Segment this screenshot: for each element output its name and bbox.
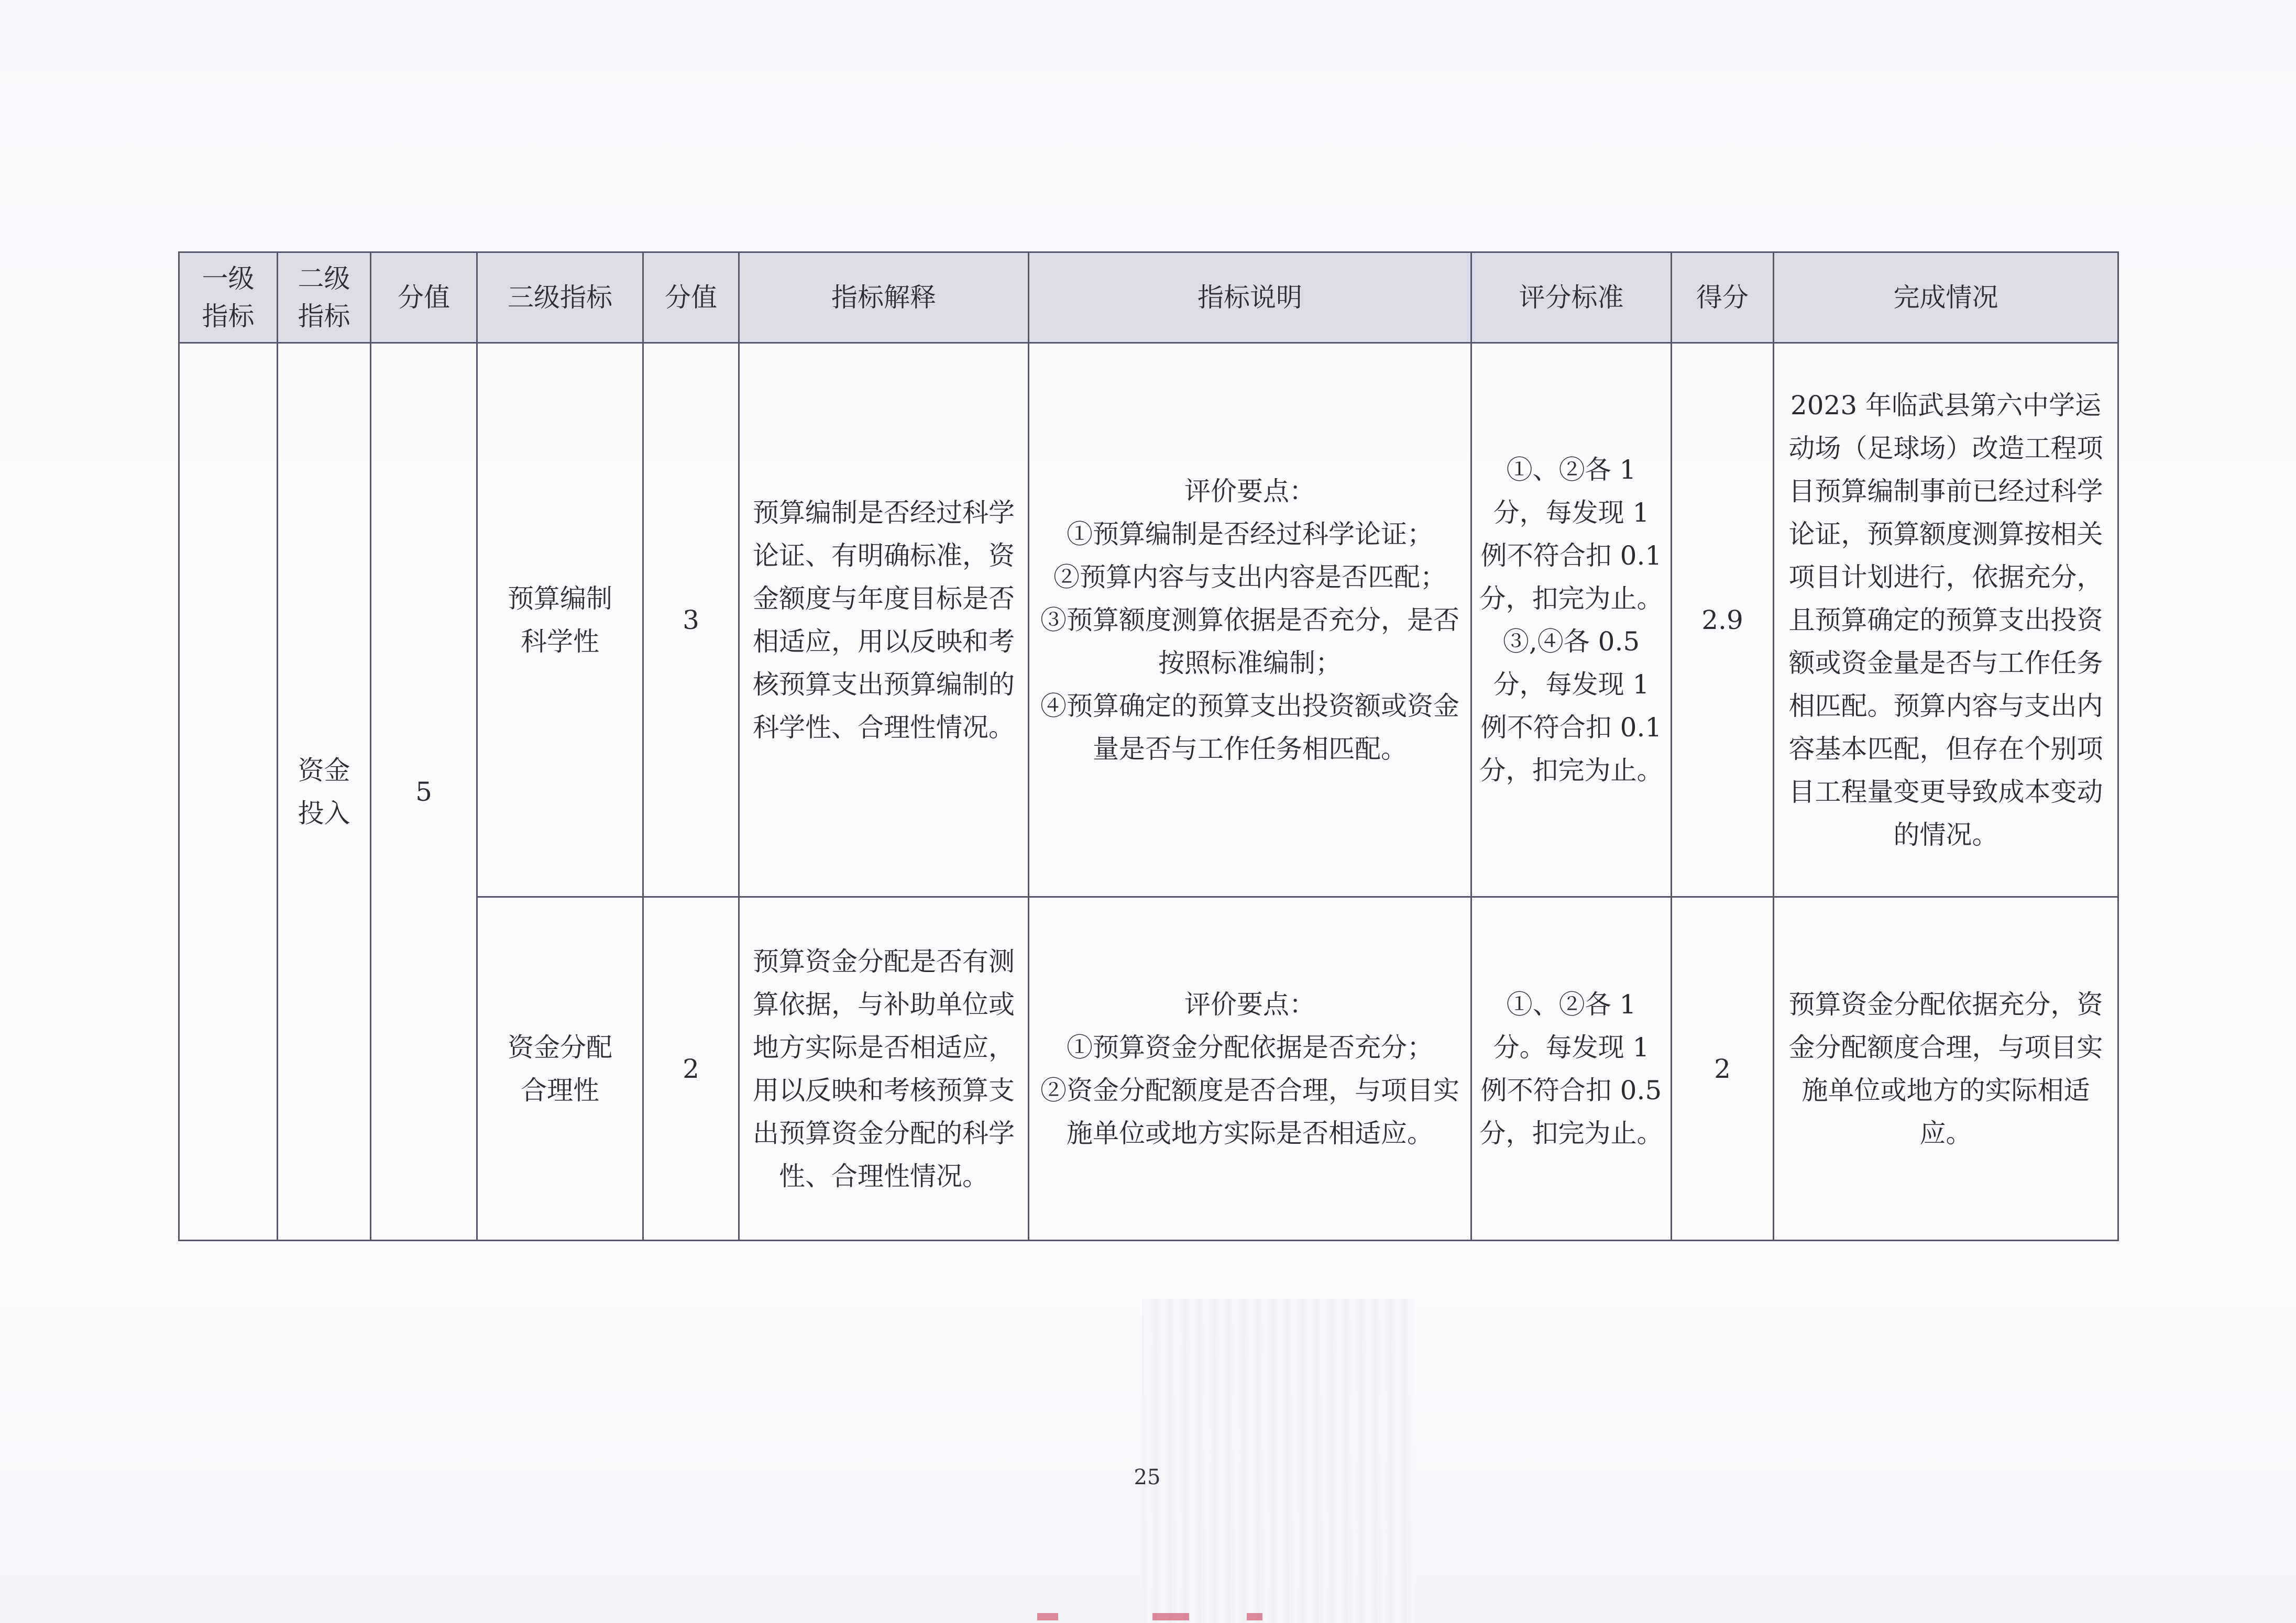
header-got: 得分 (1672, 252, 1774, 343)
scan-red-mark (1037, 1613, 1058, 1620)
desc-cell: 评价要点： ①预算资金分配依据是否充分； ②资金分配额度是否合理，与项目实施单位或地方实际是否相适应。 (1029, 897, 1471, 1241)
header-score2: 分值 (643, 252, 739, 343)
scan-red-mark (1247, 1613, 1262, 1620)
level2-cell: 资金 投入 (278, 343, 371, 1241)
criteria-cell: ①、②各 1 分。每发现 1 例不符合扣 0.5 分，扣完为止。 (1471, 897, 1672, 1241)
explain-cell: 预算资金分配是否有测算依据，与补助单位或地方实际是否相适应，用以反映和考核预算支出预算资金分配的科学性、合理性情况。 (739, 897, 1029, 1241)
header-status: 完成情况 (1774, 252, 2118, 343)
level3-name-cell: 预算编制 科学性 (477, 343, 643, 897)
level3-score-cell: 3 (643, 343, 739, 897)
got-score-cell: 2 (1672, 897, 1774, 1241)
level3-name-cell: 资金分配 合理性 (477, 897, 643, 1241)
explain-cell: 预算编制是否经过科学论证、有明确标准，资金额度与年度目标是否相适应，用以反映和考核预算支出预算编制的科学性、合理性情况。 (739, 343, 1029, 897)
status-cell: 2023 年临武县第六中学运动场（足球场）改造工程项目预算编制事前已经过科学论证，预算额度测算按相关项目计划进行，依据充分，且预算确定的预算支出投资额或资金量是否与工作任务相匹配。预算内容与支出内容基本匹配，但存在个别项目工程量变更导致成本变动的情况。 (1774, 343, 2118, 897)
level1-cell (179, 343, 278, 1241)
level3-score-cell: 2 (643, 897, 739, 1241)
criteria-cell: ①、②各 1 分，每发现 1 例不符合扣 0.1 分，扣完为止。③,④各 0.5 分，每发现 1 例不符合扣 0.1 分，扣完为止。 (1471, 343, 1672, 897)
header-level1: 一级 指标 (179, 252, 278, 343)
desc-cell: 评价要点： ①预算编制是否经过科学论证； ②预算内容与支出内容是否匹配； ③预算额度测算依据是否充分，是否按照标准编制； ④预算确定的预算支出投资额或资金量是否与工作任务相匹配。 (1029, 343, 1471, 897)
status-cell: 预算资金分配依据充分，资金分配额度合理，与项目实施单位或地方的实际相适应。 (1774, 897, 2118, 1241)
header-criteria: 评分标准 (1471, 252, 1672, 343)
header-level2: 二级 指标 (278, 252, 371, 343)
header-row (179, 252, 2118, 343)
scan-red-mark (1152, 1613, 1189, 1620)
table-row (179, 343, 2118, 897)
scan-artifact-band (1142, 1299, 1414, 1623)
page-number: 25 (1134, 1465, 1161, 1489)
header-score1: 分值 (371, 252, 477, 343)
group-score-cell: 5 (371, 343, 477, 1241)
performance-evaluation-table (178, 251, 2119, 1241)
header-explain: 指标解释 (739, 252, 1029, 343)
got-score-cell: 2.9 (1672, 343, 1774, 897)
header-desc: 指标说明 (1029, 252, 1471, 343)
header-level3: 三级指标 (477, 252, 643, 343)
